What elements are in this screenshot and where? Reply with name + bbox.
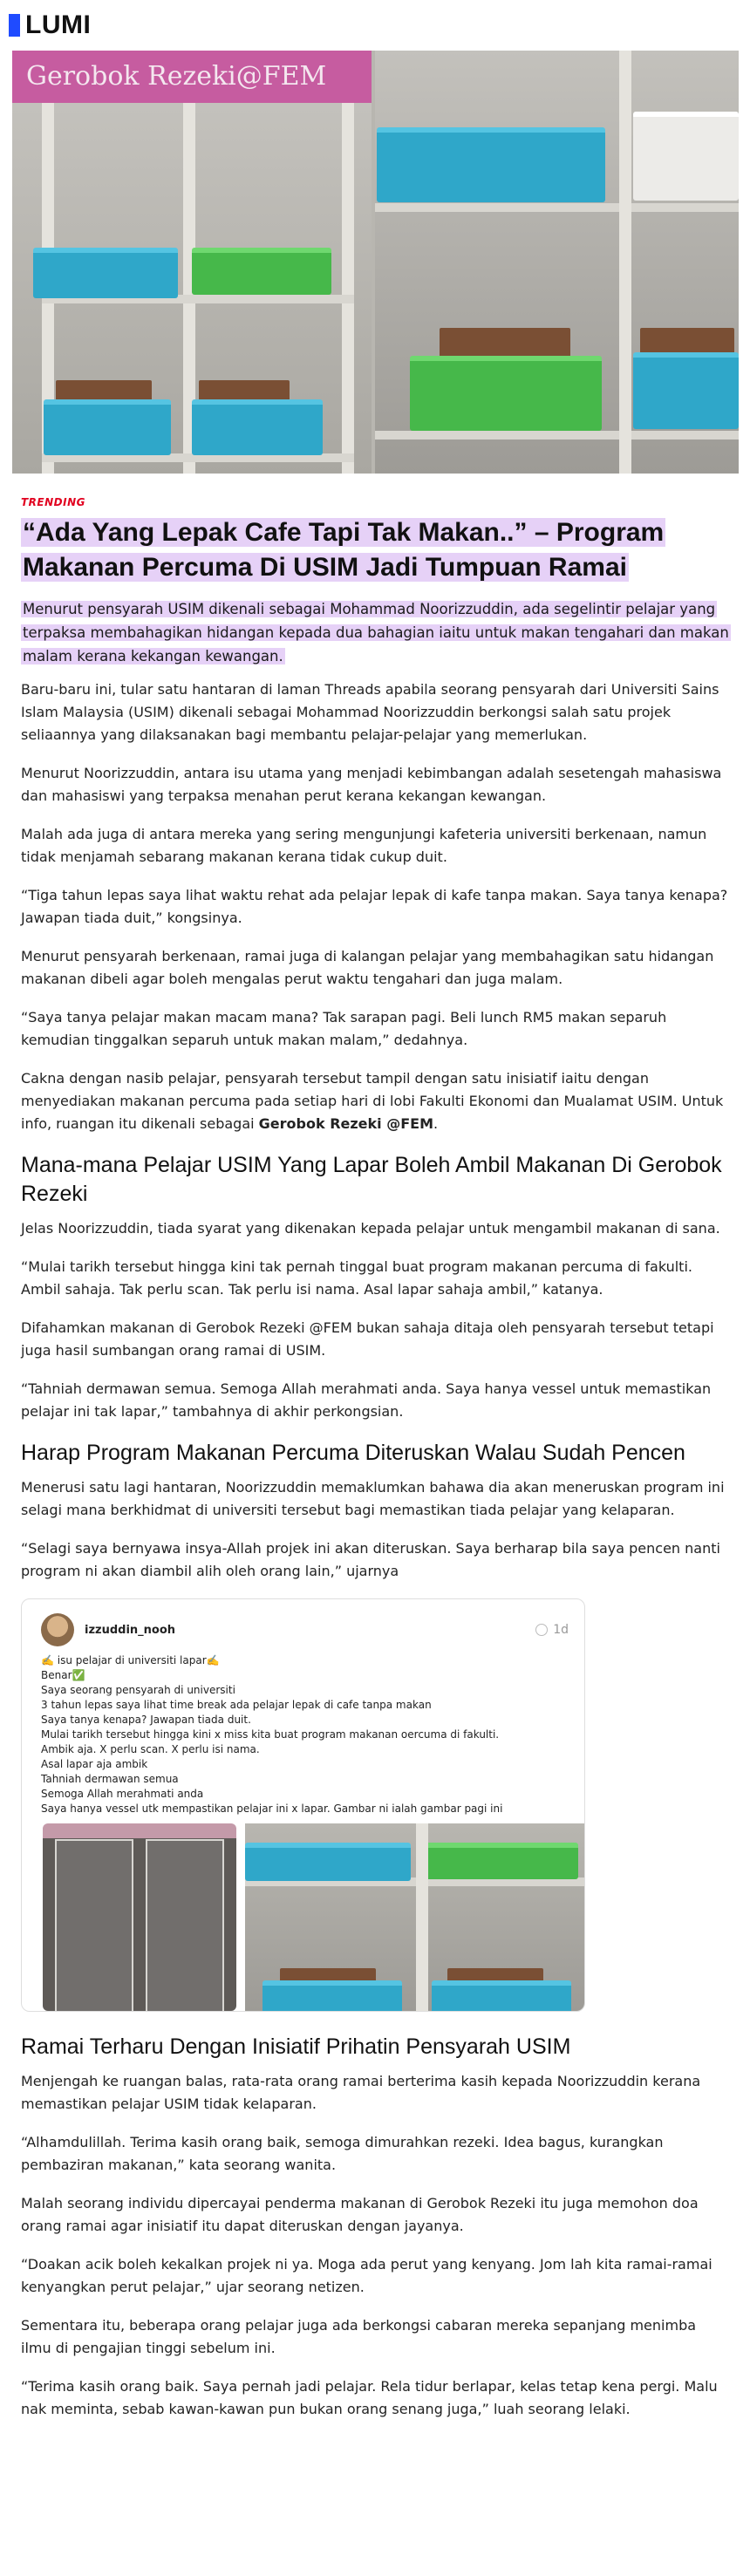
basket xyxy=(192,248,331,295)
basket xyxy=(425,1843,578,1879)
article-paragraph: Sementara itu, beberapa orang pelajar juga ada berkongsi cabaran mereka sepanjang menimba ilmu di pengajian tinggi sebelum ini. xyxy=(21,2317,697,2356)
trending-tag[interactable]: TRENDING xyxy=(21,496,85,508)
embed-line: 3 tahun lepas saya lihat time break ada pelajar lepak di cafe tanpa makan xyxy=(41,1699,432,1711)
basket xyxy=(192,399,323,455)
article-paragraph: “Alhamdulillah. Terima kasih orang baik, semoga dimurahkan rezeki. Idea bagus, kurangkan pembaziran makanan,” kata seorang wanita. xyxy=(21,2134,664,2173)
article-paragraph: “Tahniah dermawan semua. Semoga Allah merahmati anda. Saya hanya vessel untuk memastikan pelajar ini tak lapar,” tambahnya di akhir perkongsian. xyxy=(21,1380,712,1420)
cabinet-banner xyxy=(12,51,372,103)
gerobok-rezeki-name: Gerobok Rezeki @FEM xyxy=(258,1115,434,1132)
threads-embed[interactable] xyxy=(21,1598,585,2012)
basket xyxy=(33,248,178,298)
article-title-text: “Ada Yang Lepak Cafe Tapi Tak Makan..” – Program Makanan Percuma Di USIM Jadi Tumpuan Ramai xyxy=(23,518,665,582)
embed-post-text xyxy=(22,1652,584,1823)
embed-timestamp xyxy=(535,1623,569,1637)
hero-photo-left xyxy=(12,51,372,474)
site-header xyxy=(0,0,750,51)
article-paragraph: Menerusi satu lagi hantaran, Noorizzuddin memaklumkan bahawa dia akan meneruskan program ini selagi mana berkhidmat di universiti tersebut bagi memastikan tiada pelajar yang kelaparan. xyxy=(21,1479,725,1518)
embed-line: Benar✅ xyxy=(41,1669,85,1681)
site-logo[interactable] xyxy=(9,10,91,40)
embed-line: Asal lapar aja ambik xyxy=(41,1758,148,1770)
embed-line: Mulai tarikh tersebut hingga kini x miss kita buat program makanan oercuma di fakulti. xyxy=(41,1728,500,1741)
embed-photo-shelves[interactable] xyxy=(245,1823,584,2011)
section-heading: Ramai Terharu Dengan Inisiatif Prihatin Pensyarah USIM xyxy=(21,2034,571,2059)
cabinet-door xyxy=(55,1839,133,2012)
cabinet-post xyxy=(619,51,631,474)
basket xyxy=(633,352,739,429)
hero-image xyxy=(12,51,739,474)
hero-photo-right xyxy=(375,51,739,474)
cabinet-door xyxy=(146,1839,224,2012)
article-paragraph: Menurut Noorizzuddin, antara isu utama yang menjadi kebimbangan adalah sesetengah mahasiswa dan mahasiswi yang terpaksa menahan perut kerana kekangan kewangan. xyxy=(21,765,722,804)
embed-line: Ambik aja. X perlu scan. X perlu isi nama. xyxy=(41,1743,260,1755)
article xyxy=(0,496,750,2421)
article-paragraph: “Mulai tarikh tersebut hingga kini tak pernah tinggal buat program makanan percuma di fakulti. Ambil sahaja. Tak perlu scan. Tak perlu isi nama. Asal lapar sahaja ambil,” katanya. xyxy=(21,1258,692,1298)
embed-line: Saya hanya vessel utk mempastikan pelajar ini x lapar. Gambar ni ialah gambar pagi ini xyxy=(41,1803,503,1815)
basket xyxy=(245,1843,411,1881)
embed-line: Semoga Allah merahmati anda xyxy=(41,1788,204,1800)
embed-images xyxy=(22,1823,584,2011)
article-lead-text: Menurut pensyarah USIM dikenali sebagai Mohammad Noorizzuddin, ada segelintir pelajar yang terpaksa membahagikan hidangan kepada dua bahagian iaitu untuk makan tengahari dan makan malam kerana kekangan kewangan. xyxy=(23,601,729,664)
embed-line: ✍️ isu pelajar di universiti lapar✍️ xyxy=(41,1654,220,1666)
embed-header xyxy=(22,1599,584,1652)
article-paragraph-end: . xyxy=(433,1115,439,1132)
embed-username[interactable]: izzuddin_nooh xyxy=(85,1623,176,1637)
article-paragraph-text: Cakna dengan nasib pelajar, pensyarah tersebut tampil dengan satu inisiatif iaitu dengan menyediakan makanan percuma pada setiap hari di lobi Fakulti Ekonomi dan Mualamat USIM. Untuk info, ruangan itu dikenali sebagai xyxy=(21,1070,724,1132)
article-paragraph: “Saya tanya pelajar makan macam mana? Tak sarapan pagi. Beli lunch RM5 makan separuh kemudian tinggalkan separuh untuk makan malam,” dedahnya. xyxy=(21,1009,667,1048)
clock-icon xyxy=(535,1624,548,1636)
article-paragraph xyxy=(21,1067,729,1135)
article-paragraph: Jelas Noorizzuddin, tiada syarat yang dikenakan kepada pelajar untuk mengambil makanan di sana. xyxy=(21,1220,720,1237)
article-paragraph: Difahamkan makanan di Gerobok Rezeki @FEM bukan sahaja ditaja oleh pensyarah tersebut tetapi juga hasil sumbangan orang ramai di USIM. xyxy=(21,1319,714,1359)
cabinet-shelf xyxy=(375,431,739,440)
cabinet-post xyxy=(342,103,354,474)
basket xyxy=(410,356,602,431)
article-paragraph: Baru-baru ini, tular satu hantaran di laman Threads apabila seorang pensyarah dari Universiti Sains Islam Malaysia (USIM) dikenali sebagai Mohammad Noorizzuddin berkongsi salah satu projek seliaannya yang dilaksanakan bagi membantu pelajar-pelajar yang memerlukan. xyxy=(21,681,719,743)
basket xyxy=(44,399,171,455)
basket xyxy=(377,127,605,202)
basket xyxy=(633,112,739,201)
cabinet-shelf xyxy=(375,203,739,212)
article-lead xyxy=(21,597,729,668)
article-paragraph: “Terima kasih orang baik. Saya pernah jadi pelajar. Rela tidur berlapar, kelas tetap kena pergi. Malu nak meminta, sebab kawan-kawan pun bukan orang senang juga,” luah seorang lelaki. xyxy=(21,2378,718,2417)
logo-text: LUMI xyxy=(25,10,92,39)
section-heading: Harap Program Makanan Percuma Diteruskan Walau Sudah Pencen xyxy=(21,1441,685,1465)
cabinet-post xyxy=(416,1823,428,2011)
article-paragraph: “Selagi saya bernyawa insya-Allah projek ini akan diteruskan. Saya berharap bila saya pencen nanti program ni akan diambil alih oleh orang lain,” ujarnya xyxy=(21,1540,720,1579)
embed-line: Saya seorang pensyarah di universiti xyxy=(41,1684,235,1696)
cabinet-banner-text: Gerobok Rezeki@FEM xyxy=(26,61,327,92)
embed-time-text: 1d xyxy=(553,1623,569,1637)
section-heading: Mana-mana Pelajar USIM Yang Lapar Boleh Ambil Makanan Di Gerobok Rezeki xyxy=(21,1153,722,1206)
article-paragraph: “Tiga tahun lepas saya lihat waktu rehat ada pelajar lepak di kafe tanpa makan. Saya tanya kenapa? Jawapan tiada duit,” kongsinya. xyxy=(21,887,728,926)
embed-line: Saya tanya kenapa? Jawapan tiada duit. xyxy=(41,1714,251,1726)
embed-photo-cabinet[interactable] xyxy=(43,1823,236,2011)
embed-line: Tahniah dermawan semua xyxy=(41,1773,179,1785)
article-paragraph: “Doakan acik boleh kekalkan projek ni ya. Moga ada perut yang kenyang. Jom lah kita ramai-ramai kenyangkan perut pelajar,” ujar seorang netizen. xyxy=(21,2256,712,2295)
article-title xyxy=(21,515,729,585)
basket xyxy=(262,1980,402,2012)
article-paragraph: Menurut pensyarah berkenaan, ramai juga di kalangan pelajar yang membahagikan satu hidangan makanan dibeli agar boleh mengalas perut waktu tengahari dan juga malam. xyxy=(21,948,714,987)
article-paragraph: Menjengah ke ruangan balas, rata-rata orang ramai berterima kasih kepada Noorizzuddin kerana memastikan pelajar USIM tidak kelaparan. xyxy=(21,2073,701,2112)
article-paragraph: Malah ada juga di antara mereka yang sering mengunjungi kafeteria universiti berkenaan, namun tidak menjamah sebarang makanan kerana tidak cukup duit. xyxy=(21,826,707,865)
article-paragraph: Malah seorang individu dipercayai penderma makanan di Gerobok Rezeki itu juga memohon doa orang ramai agar inisiatif itu dapat diteruskan dengan jayanya. xyxy=(21,2195,699,2234)
avatar[interactable] xyxy=(41,1613,74,1646)
basket xyxy=(432,1980,571,2012)
logo-mark-icon xyxy=(9,14,20,37)
